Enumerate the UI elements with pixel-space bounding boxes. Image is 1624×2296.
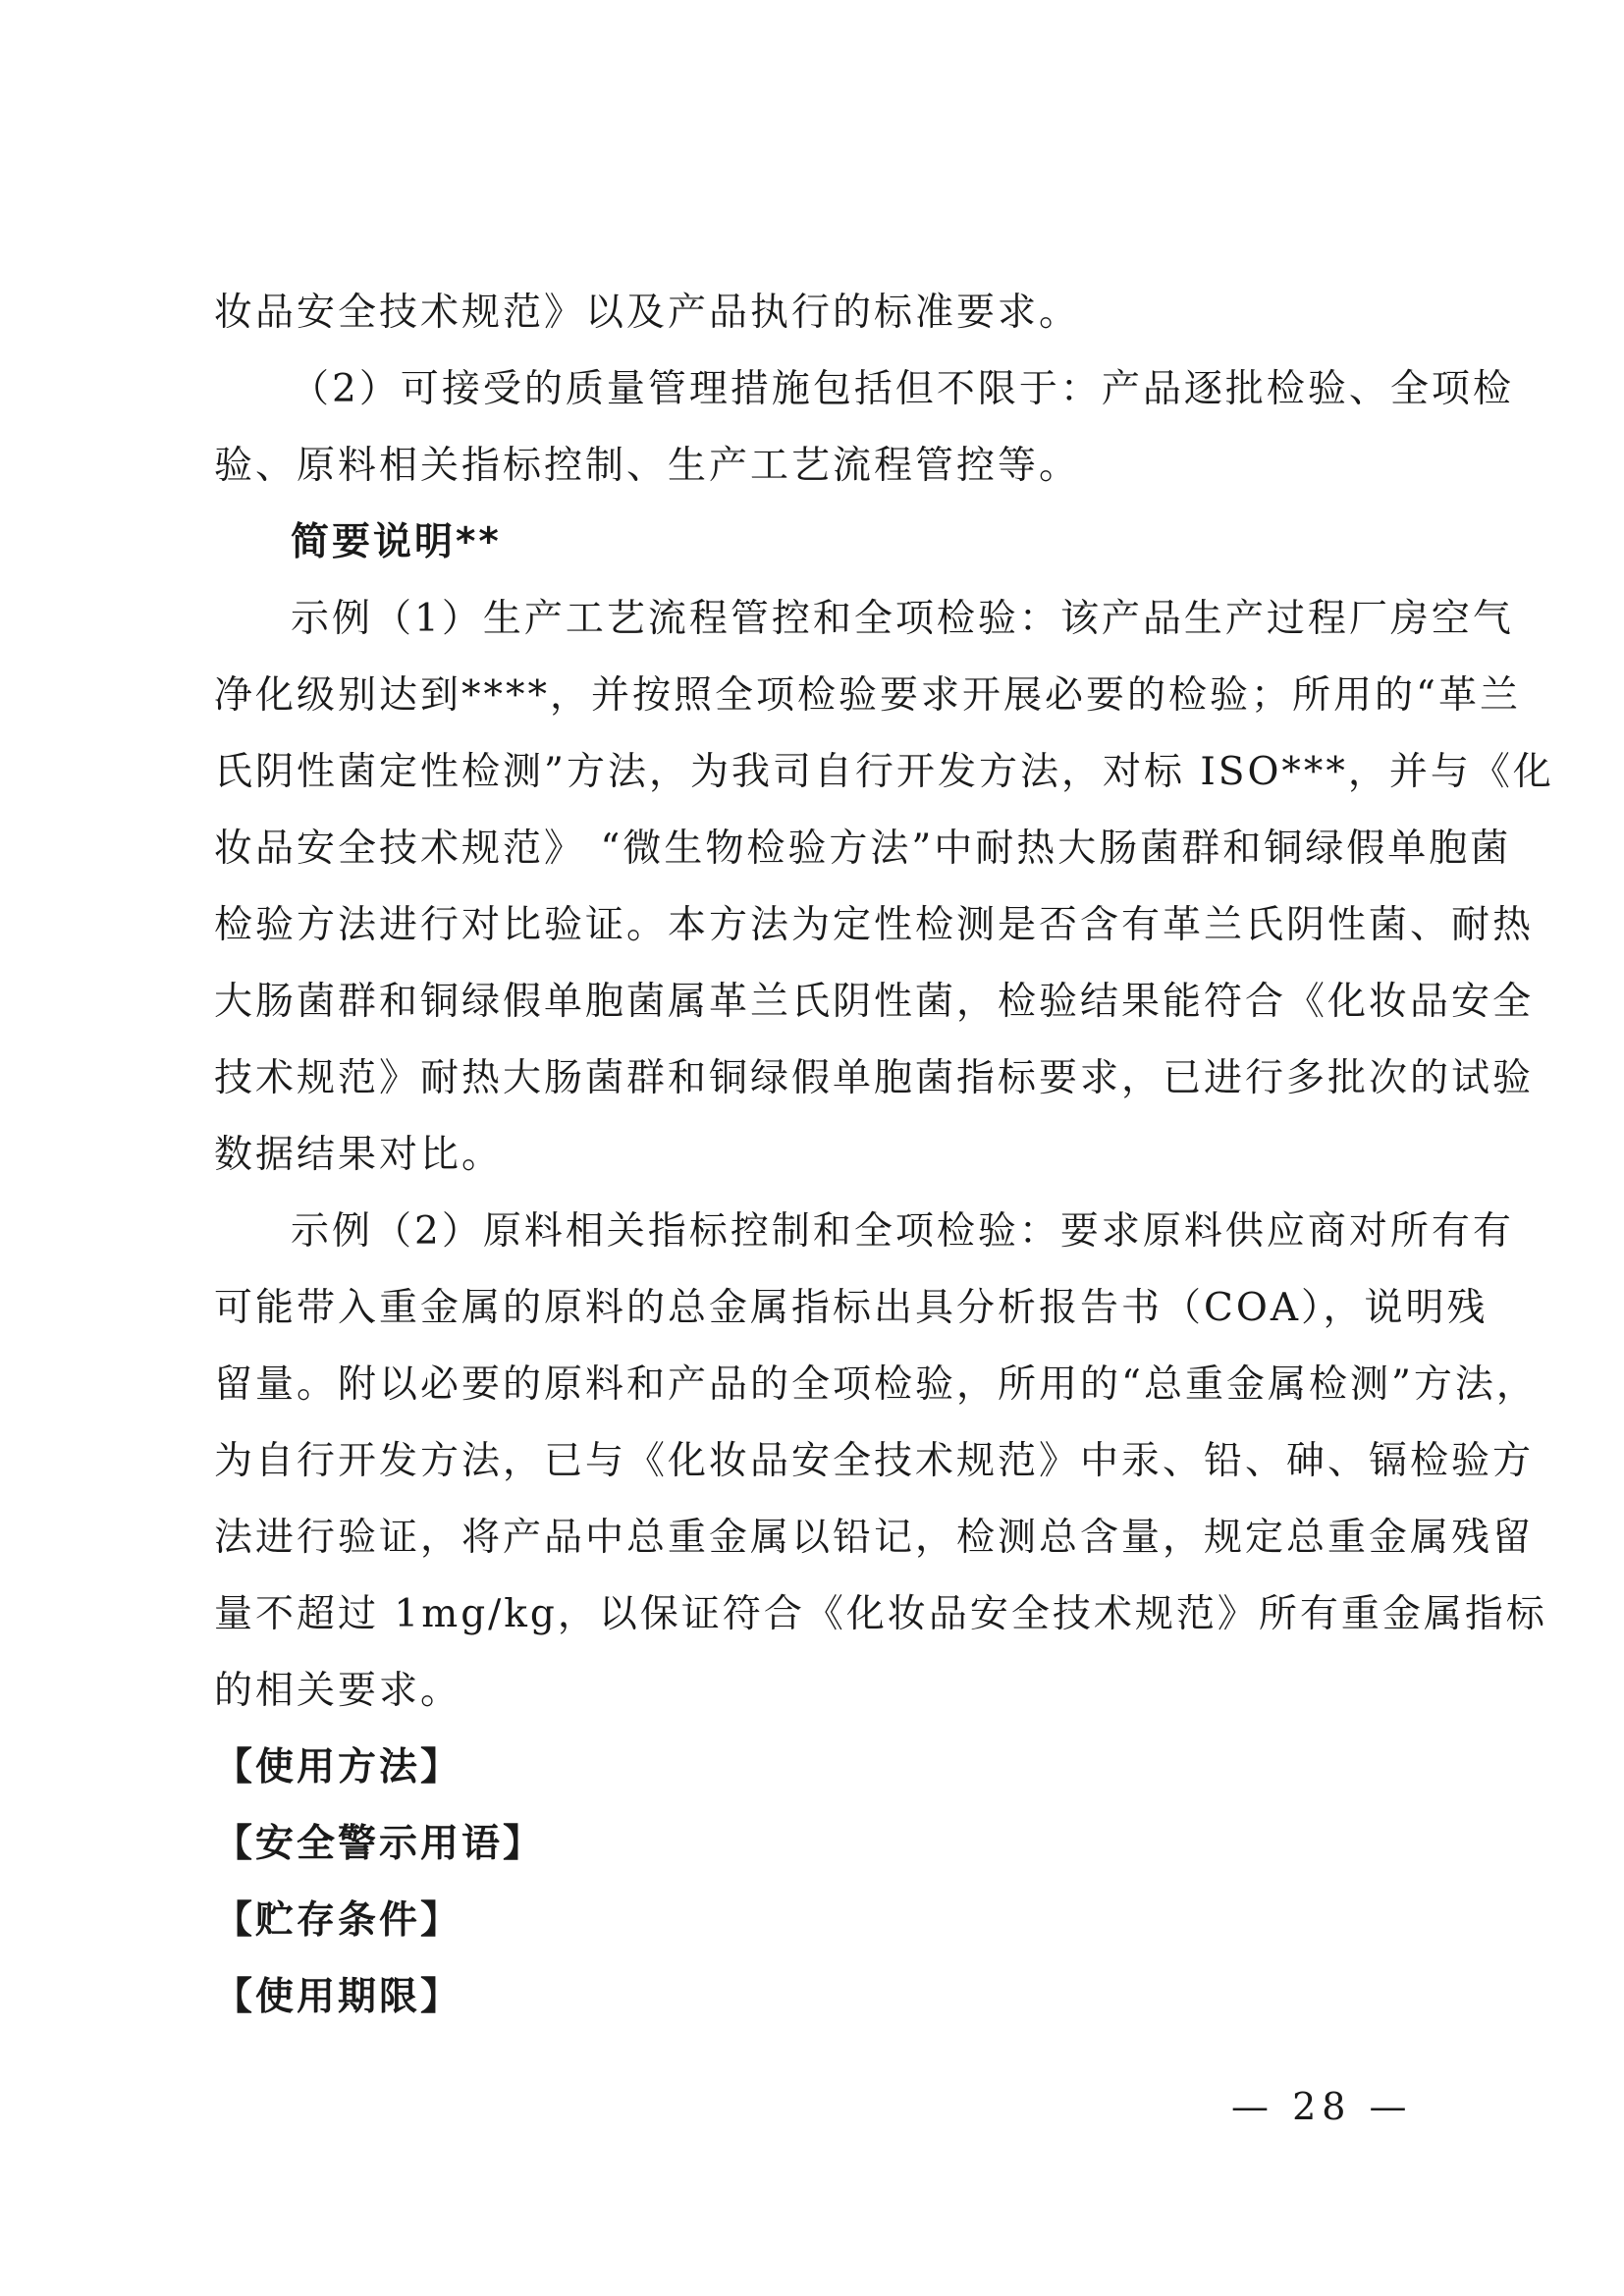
text-line: 妆品安全技术规范》以及产品执行的标准要求。 (214, 291, 1081, 335)
heading-safety-warning: 【安全警示用语】 (214, 1822, 545, 1866)
text-line: 为自行开发方法，已与《化妆品安全技术规范》中汞、铅、砷、镉检验方 (214, 1439, 1535, 1483)
text-line: 示例（2）原料相关指标控制和全项检验：要求原料供应商对所有有 (291, 1209, 1514, 1254)
text-line: 示例（1）生产工艺流程管控和全项检验：该产品生产过程厂房空气 (291, 597, 1514, 641)
text-line: 大肠菌群和铜绿假单胞菌属革兰氏阴性菌，检验结果能符合《化妆品安全 (214, 980, 1535, 1024)
text-line: 量不超过 1mg/kg，以保证符合《化妆品安全技术规范》所有重金属指标 (214, 1592, 1547, 1636)
text-line: （2）可接受的质量管理措施包括但不限于：产品逐批检验、全项检 (291, 367, 1514, 411)
text-line: 的相关要求。 (214, 1669, 462, 1713)
document-body (214, 275, 1554, 2036)
heading-usage: 【使用方法】 (214, 1745, 462, 1789)
text-line: 妆品安全技术规范》 “微生物检验方法”中耐热大肠菌群和铜绿假单胞菌 (214, 827, 1512, 871)
page-number: — 28 — (1231, 2085, 1413, 2128)
text-line: 法进行验证，将产品中总重金属以铅记，检测总含量，规定总重金属残留 (214, 1516, 1535, 1560)
heading-shelf-life: 【使用期限】 (214, 1975, 462, 2019)
text-line: 氏阴性菌定性检测”方法，为我司自行开发方法，对标 ISO***，并与《化 (214, 750, 1554, 794)
text-line: 留量。附以必要的原料和产品的全项检验，所用的“总重金属检测”方法， (214, 1362, 1538, 1407)
text-line: 可能带入重金属的原料的总金属指标出具分析报告书（COA），说明残 (214, 1286, 1489, 1330)
text-line: 数据结果对比。 (214, 1133, 504, 1177)
text-line: 检验方法进行对比验证。本方法为定性检测是否含有革兰氏阴性菌、耐热 (214, 903, 1535, 947)
text-line: 净化级别达到****，并按照全项检验要求开展必要的检验；所用的“革兰 (214, 673, 1521, 718)
text-line: 验、原料相关指标控制、生产工艺流程管控等。 (214, 444, 1081, 488)
heading-storage: 【贮存条件】 (214, 1898, 462, 1943)
section-heading: 简要说明** (291, 520, 502, 564)
text-line: 技术规范》耐热大肠菌群和铜绿假单胞菌指标要求，已进行多批次的试验 (214, 1056, 1535, 1100)
